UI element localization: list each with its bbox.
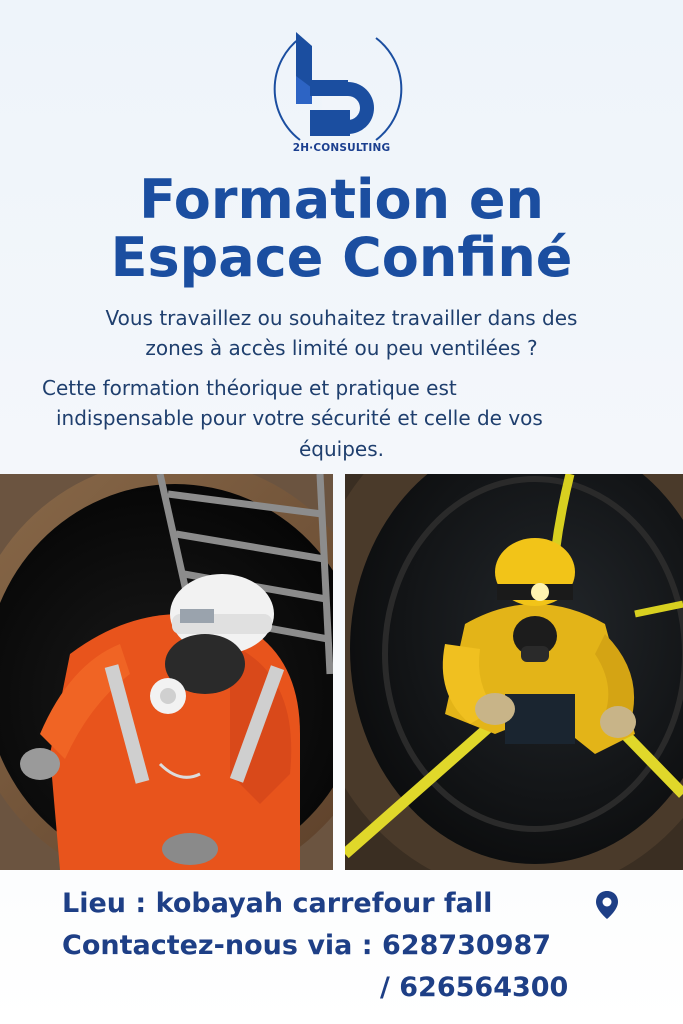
brand-logo: [268, 28, 408, 158]
location-text: Lieu : kobayah carrefour fall: [62, 888, 493, 919]
description-line3: équipes.: [298, 437, 384, 461]
description-line2: indispensable pour votre sécurité et celle de vos: [56, 406, 543, 430]
contact-phone-secondary: / 626564300: [380, 972, 569, 1003]
description-line1: Cette formation théorique et pratique est: [42, 376, 457, 400]
page-title-line2: Espace Confiné: [110, 226, 573, 289]
worker-yellow-coverall-rope-descent-photo: [345, 474, 683, 870]
company-name: 2H·CONSULTING: [292, 142, 391, 154]
logo-mark-icon: [268, 28, 408, 158]
page-title-line1: Formation en: [139, 168, 544, 231]
worker-orange-coverall-manhole-photo: [0, 474, 333, 870]
location-pin-icon: [595, 890, 619, 920]
intro-line2: zones à accès limité ou peu ventilées ?: [145, 336, 538, 360]
contact-phone-line: Contactez-nous via : 628730987: [62, 930, 552, 961]
intro-line1: Vous travaillez ou souhaitez travailler dans des: [105, 306, 578, 330]
